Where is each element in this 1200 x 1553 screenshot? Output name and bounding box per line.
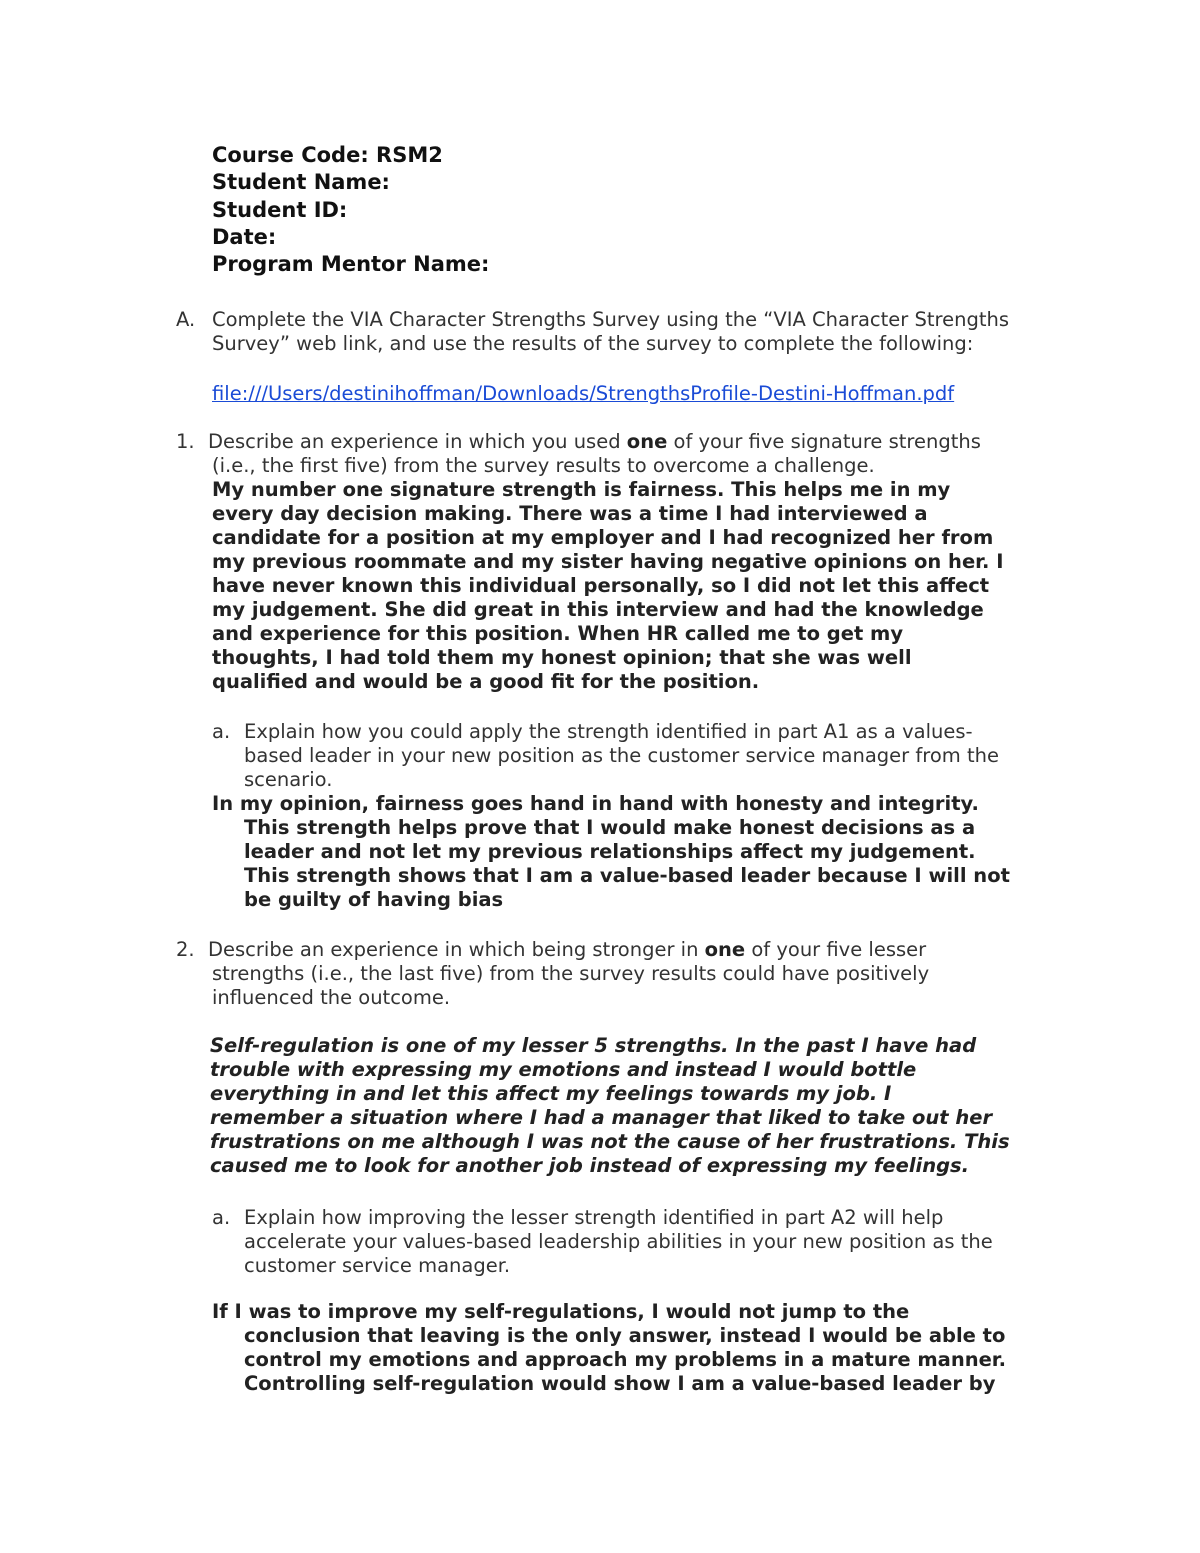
question-1-answer <box>212 478 1003 694</box>
survey-results-link[interactable]: file:///Users/destinihoffman/Downloads/StrengthsProfile-Destini-Hoffman.pdf <box>212 382 955 405</box>
text-line: frustrations on me although I was not the cause of her frustrations. This <box>210 1130 1010 1153</box>
text-line: my judgement. She did great in this interview and had the knowledge <box>212 598 984 621</box>
question-1-prompt-line: (i.e., the first five) from the survey results to overcome a challenge. <box>212 454 875 477</box>
text-line: my previous roommate and my sister having negative opinions on her. I <box>212 550 1004 573</box>
question-2-answer <box>210 1034 1010 1178</box>
text-line: everything in and let this affect my feelings towards my job. I <box>210 1082 892 1105</box>
question-1-prompt <box>208 430 981 478</box>
text-line: candidate for a position at my employer and I had recognized her from <box>212 526 994 549</box>
text-line: customer service manager. <box>244 1254 511 1277</box>
survey-link-wrap <box>212 382 954 406</box>
prompt-text: of your five signature strengths <box>667 430 981 453</box>
text-line: accelerate your values-based leadership abilities in your new position as the <box>244 1230 993 1253</box>
section-a-marker: A. <box>176 308 196 331</box>
mentor-name-label: Program Mentor Name: <box>212 252 490 277</box>
text-line: Controlling self-regulation would show I am a value-based leader by <box>244 1372 996 1395</box>
answer-line: In my opinion, fairness goes hand in hand with honesty and integrity. <box>212 792 979 815</box>
text-line: My number one signature strength is fairness. This helps me in my <box>212 478 951 501</box>
text-line: Explain how improving the lesser strength identified in part A2 will help <box>244 1206 944 1229</box>
text-line: thoughts, I had told them my honest opinion; that she was well <box>212 646 912 669</box>
text-line: have never known this individual personally, so I did not let this affect <box>212 574 990 597</box>
course-code: Course Code: RSM2 <box>212 143 443 167</box>
question-2-prompt-line <box>208 938 929 962</box>
student-name-label: Student Name: <box>212 170 390 195</box>
text-line: Explain how you could apply the strength identified in part A1 as a values- <box>244 720 973 743</box>
section-a-prompt <box>212 308 1009 356</box>
text-line: conclusion that leaving is the only answer, instead I would be able to <box>244 1324 1006 1347</box>
question-2-prompt <box>208 938 929 1010</box>
question-1a-marker: a. <box>212 720 231 743</box>
text-line: and experience for this position. When HR called me to get my <box>212 622 904 645</box>
text-line: This strength helps prove that I would make honest decisions as a <box>244 816 976 839</box>
question-2-prompt-line: influenced the outcome. <box>212 986 451 1009</box>
question-1a-prompt <box>244 720 999 792</box>
text-line: leader and not let my previous relationships affect my judgement. <box>244 840 976 863</box>
question-1-prompt-line <box>208 430 981 454</box>
prompt-text: Describe an experience in which being stronger in <box>208 938 705 961</box>
text-line: This strength shows that I am a value-based leader because I will not <box>244 864 1010 887</box>
answer-continuation <box>212 1324 1006 1396</box>
text-line: scenario. <box>244 768 333 791</box>
question-2a-prompt <box>244 1206 993 1278</box>
text-line: remember a situation where I had a manager that liked to take out her <box>210 1106 993 1129</box>
section-a-prompt-line: Survey” web link, and use the results of the survey to complete the following: <box>212 332 974 355</box>
prompt-text: Describe an experience in which you used <box>208 430 627 453</box>
text-line: trouble with expressing my emotions and instead I would bottle <box>210 1058 917 1081</box>
question-2a-marker: a. <box>212 1206 231 1229</box>
prompt-emphasis: one <box>704 938 746 961</box>
answer-line: If I was to improve my self-regulations, I would not jump to the <box>212 1300 910 1323</box>
question-1a-answer <box>212 792 1010 912</box>
document-header <box>212 142 489 278</box>
text-line: caused me to look for another job instead of expressing my feelings. <box>210 1154 970 1177</box>
text-line: qualified and would be a good fit for the position. <box>212 670 760 693</box>
prompt-text: of your five lesser <box>745 938 927 961</box>
text-line: control my emotions and approach my problems in a mature manner. <box>244 1348 1007 1371</box>
date-label: Date: <box>212 224 277 249</box>
question-2a-answer <box>212 1300 1006 1396</box>
text-line: be guilty of having bias <box>244 888 504 911</box>
question-2-prompt-line: strengths (i.e., the last five) from the survey results could have positively <box>212 962 930 985</box>
question-2-marker: 2. <box>176 938 195 961</box>
text-line: based leader in your new position as the customer service manager from the <box>244 744 999 767</box>
text-line: Self-regulation is one of my lesser 5 strengths. In the past I have had <box>210 1034 977 1057</box>
text-line: every day decision making. There was a time I had interviewed a <box>212 502 928 525</box>
section-a-prompt-line: Complete the VIA Character Strengths Survey using the “VIA Character Strengths <box>212 308 1009 331</box>
student-id-label: Student ID: <box>212 197 348 222</box>
prompt-emphasis: one <box>626 430 668 453</box>
answer-continuation <box>212 816 1010 912</box>
question-1-marker: 1. <box>176 430 195 453</box>
